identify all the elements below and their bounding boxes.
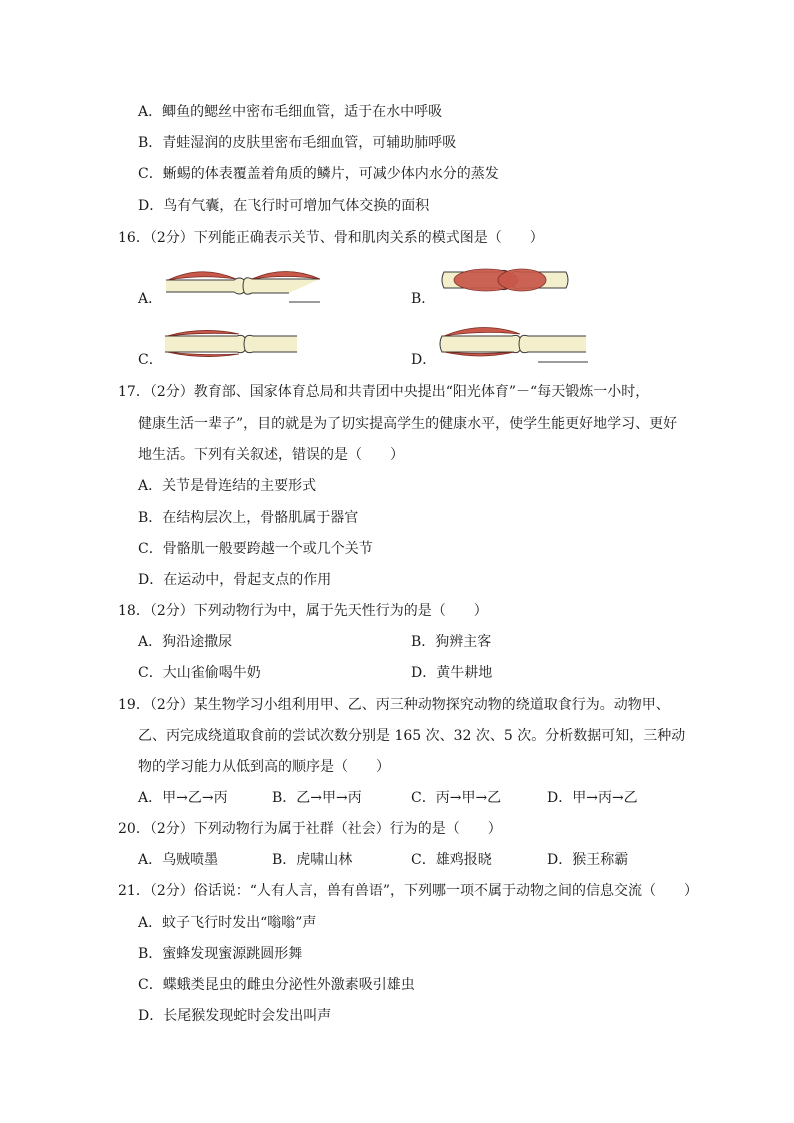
- q18-option-d: D．黄牛耕地: [411, 665, 493, 681]
- q16-label-a: A．: [138, 291, 163, 307]
- q20-option-b: B．虎啸山林: [272, 852, 353, 868]
- q19-option-b: B．乙→甲→丙: [272, 790, 362, 806]
- q19-stem-line1: 19．（2分）某生物学习小组利用甲、乙、丙三种动物探究动物的绕道取食行为。动物甲、: [118, 697, 670, 713]
- q16-figure-c: [163, 326, 299, 362]
- q18-stem: 18．（2分）下列动物行为中，属于先天性行为的是（ ）: [118, 603, 488, 619]
- q18-option-c: C．大山雀偷喝牛奶: [138, 665, 261, 681]
- q21-option-c: C．蝶蛾类昆虫的雌虫分泌性外激素吸引雄虫: [138, 977, 415, 993]
- q18-option-a: A．狗沿途撒尿: [138, 634, 233, 650]
- q16-figure-a: [164, 266, 324, 306]
- q20-option-d: D．猴王称霸: [547, 852, 629, 868]
- q20-option-a: A．乌贼喷墨: [138, 852, 219, 868]
- q16-figure-d: [438, 322, 590, 366]
- q19-option-c: C．丙→甲→乙: [411, 790, 502, 806]
- q15-option-a: A．鲫鱼的鳃丝中密布毛细血管，适于在水中呼吸: [138, 104, 443, 120]
- q21-option-b: B．蜜蜂发现蜜源跳圆形舞: [138, 946, 303, 962]
- q16-stem: 16．（2分）下列能正确表示关节、骨和肌肉关系的模式图是（ ）: [118, 230, 544, 246]
- q16-figure-b: [440, 258, 570, 302]
- q19-stem-line3: 物的学习能力从低到高的顺序是（ ）: [138, 759, 390, 775]
- q17-option-a: A．关节是骨连结的主要形式: [138, 478, 317, 494]
- q17-option-c: C．骨骼肌一般要跨越一个或几个关节: [138, 541, 373, 557]
- q17-option-d: D．在运动中，骨起支点的作用: [138, 572, 332, 588]
- q17-stem-line1: 17．（2分）教育部、国家体育总局和共青团中央提出“阳光体育”－“每天锻炼一小时，: [118, 384, 650, 400]
- q17-stem-line3: 地生活。下列有关叙述，错误的是（ ）: [138, 447, 404, 463]
- q15-option-d: D．鸟有气囊，在飞行时可增加气体交换的面积: [138, 198, 430, 214]
- q16-label-c: C．: [138, 352, 163, 368]
- q19-option-d: D．甲→丙→乙: [547, 790, 638, 806]
- q15-option-b: B．青蛙湿润的皮肤里密布毛细血管，可辅助肺呼吸: [138, 135, 457, 151]
- q20-stem: 20．（2分）下列动物行为属于社群（社会）行为的是（ ）: [118, 821, 502, 837]
- q17-stem-line2: 健康生活一辈子”，目的就是为了切实提高学生的健康水平，使学生能更好地学习、更好: [138, 416, 678, 432]
- q16-label-d: D．: [411, 352, 437, 368]
- q16-label-b: B．: [411, 291, 436, 307]
- q15-option-c: C．蜥蜴的体表覆盖着角质的鳞片，可减少体内水分的蒸发: [138, 166, 499, 182]
- q20-option-c: C．雄鸡报晓: [411, 852, 492, 868]
- q19-option-a: A．甲→乙→丙: [138, 790, 228, 806]
- q21-option-d: D．长尾猴发现蛇时会发出叫声: [138, 1008, 332, 1024]
- q19-stem-line2: 乙、丙完成绕道取食前的尝试次数分别是 165 次、32 次、5 次。分析数据可知，三种动: [138, 728, 686, 744]
- q17-option-b: B．在结构层次上，骨骼肌属于器官: [138, 510, 359, 526]
- q18-option-b: B．狗辨主客: [411, 634, 492, 650]
- q21-stem: 21．（2分）俗话说：“人有人言，兽有兽语”，下列哪一项不属于动物之间的信息交流（ ）: [118, 883, 699, 899]
- q21-option-a: A．蚊子飞行时发出“嗡嗡”声: [138, 915, 317, 931]
